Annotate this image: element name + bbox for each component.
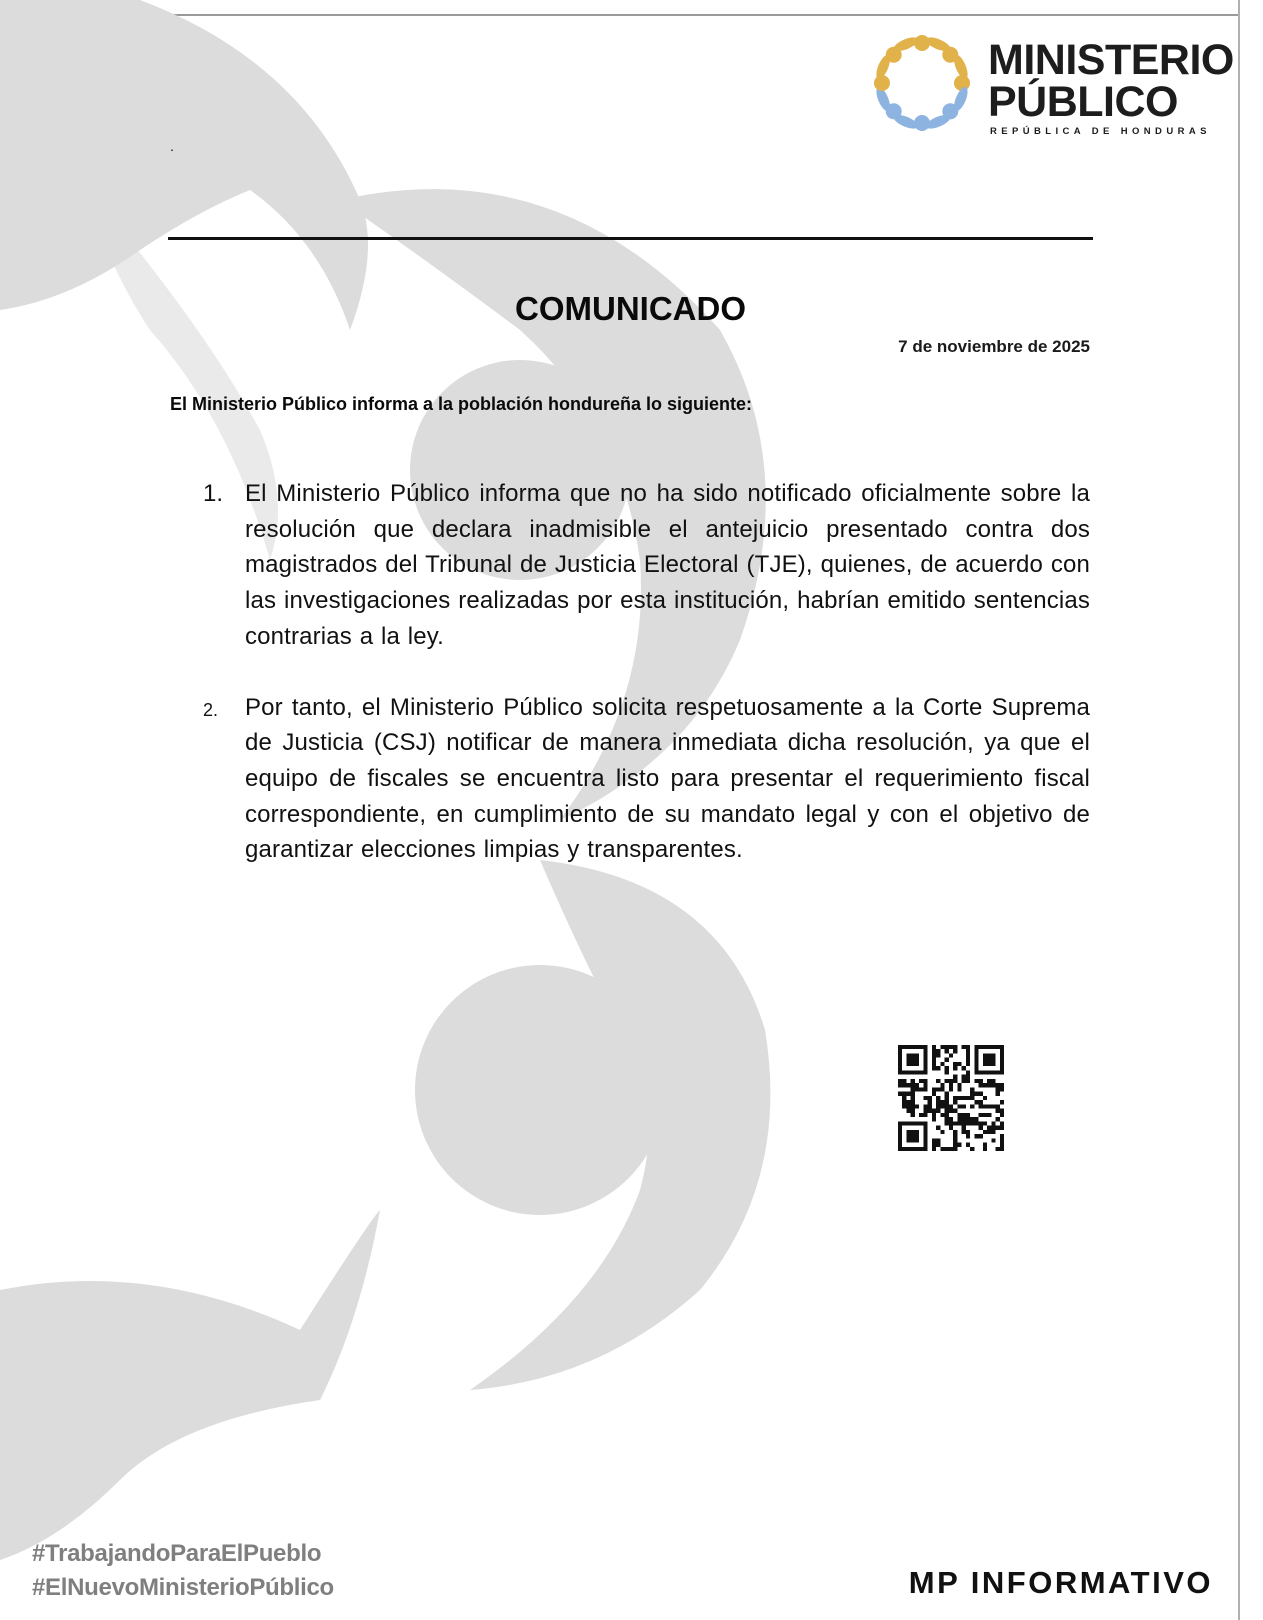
qr-module <box>1000 1121 1004 1125</box>
document-title: COMUNICADO <box>515 290 746 327</box>
qr-module <box>949 1126 953 1130</box>
qr-module <box>932 1058 936 1062</box>
qr-module <box>923 1109 927 1113</box>
qr-module <box>906 1083 910 1087</box>
qr-module <box>974 1100 978 1104</box>
qr-module <box>906 1109 910 1113</box>
list-item <box>203 690 1090 869</box>
qr-module <box>996 1092 1000 1096</box>
qr-module <box>932 1062 936 1066</box>
qr-module <box>996 1087 1000 1091</box>
qr-module <box>936 1109 940 1113</box>
qr-module <box>987 1126 991 1130</box>
logo-title-line1: MINISTERIO <box>988 36 1234 84</box>
qr-module <box>923 1104 927 1108</box>
qr-module <box>928 1100 932 1104</box>
qr-module <box>932 1147 936 1151</box>
qr-module <box>936 1104 940 1108</box>
qr-module <box>932 1109 936 1113</box>
qr-module <box>949 1147 953 1151</box>
qr-module <box>970 1104 974 1108</box>
qr-module <box>949 1087 953 1091</box>
qr-module <box>974 1134 978 1138</box>
qr-module <box>906 1092 910 1096</box>
qr-module <box>911 1109 915 1113</box>
qr-module <box>966 1045 970 1049</box>
qr-module <box>911 1096 915 1100</box>
qr-module <box>983 1143 987 1147</box>
qr-module <box>953 1049 957 1053</box>
document-date: 7 de noviembre de 2025 <box>898 337 1090 356</box>
qr-module <box>932 1117 936 1121</box>
qr-module <box>932 1143 936 1147</box>
qr-module <box>983 1130 987 1134</box>
qr-code-icon[interactable] <box>898 1045 1004 1151</box>
qr-module <box>996 1109 1000 1113</box>
qr-module <box>974 1079 978 1083</box>
qr-module <box>966 1062 970 1066</box>
qr-module <box>953 1147 957 1151</box>
qr-module <box>902 1096 906 1100</box>
ministerio-publico-logo <box>866 26 1234 146</box>
qr-module <box>1000 1126 1004 1130</box>
qr-module <box>902 1092 906 1096</box>
qr-module <box>979 1079 983 1083</box>
qr-module <box>1000 1138 1004 1142</box>
qr-module <box>957 1104 961 1108</box>
qr-module <box>945 1079 949 1083</box>
qr-module <box>911 1092 915 1096</box>
qr-module <box>945 1045 949 1049</box>
hashtag-1: #TrabajandoParaElPueblo <box>32 1540 322 1567</box>
qr-module <box>962 1117 966 1121</box>
qr-module <box>957 1096 961 1100</box>
list-item-text: Por tanto, el Ministerio Público solicita respetuosamente a la Corte Suprema de Justicia (CSJ) notificar de manera inmediata dicha resolución, ya que el equipo de fiscales se encuentra listo para presentar el requerimiento fiscal correspondiente, en cumplimiento de su mandato legal y con el objetivo de garantizar elecciones limpias y transparentes. <box>245 693 1090 864</box>
qr-module <box>987 1113 991 1117</box>
qr-module <box>957 1121 961 1125</box>
qr-module <box>1000 1113 1004 1117</box>
qr-module <box>966 1134 970 1138</box>
qr-module <box>970 1092 974 1096</box>
qr-module <box>911 1079 915 1083</box>
qr-module <box>962 1121 966 1125</box>
qr-module <box>996 1147 1000 1151</box>
qr-module <box>911 1104 915 1108</box>
logo-title-line2: PÚBLICO <box>988 78 1178 126</box>
qr-module <box>953 1138 957 1142</box>
qr-module <box>953 1066 957 1070</box>
qr-module <box>957 1113 961 1117</box>
qr-module <box>962 1045 966 1049</box>
qr-module <box>970 1096 974 1100</box>
qr-module <box>898 1092 902 1096</box>
qr-module <box>957 1143 961 1147</box>
qr-module <box>940 1113 944 1117</box>
qr-module <box>932 1049 936 1053</box>
qr-module <box>987 1079 991 1083</box>
qr-module <box>906 1053 919 1066</box>
qr-module <box>949 1083 953 1087</box>
qr-module <box>945 1100 949 1104</box>
qr-module <box>962 1126 966 1130</box>
qr-module <box>983 1053 996 1066</box>
qr-module <box>915 1083 919 1087</box>
qr-module <box>966 1096 970 1100</box>
qr-module <box>983 1147 987 1151</box>
qr-module <box>949 1079 953 1083</box>
qr-module <box>945 1121 949 1125</box>
qr-module <box>1000 1083 1004 1087</box>
qr-module <box>966 1113 970 1117</box>
qr-module <box>949 1104 953 1108</box>
qr-module <box>974 1121 978 1125</box>
qr-module <box>991 1130 995 1134</box>
list-item-text: El Ministerio Público informa que no ha sido notificado oficialmente sobre la resolución que declara inadmisible el antejuicio presentado contra dos magistrados del Tribunal de Justicia Electoral (TJE), quienes, de acuerdo con las investigaciones realizadas por esta institución, habrían emitido sentencias contrarias a la ley. <box>245 480 1090 650</box>
qr-module <box>1000 1147 1004 1151</box>
qr-module <box>928 1104 932 1108</box>
list-item-number: 2. <box>203 699 219 720</box>
qr-module <box>953 1100 957 1104</box>
qr-module <box>906 1104 910 1108</box>
list-item <box>203 476 1090 655</box>
qr-module <box>1000 1100 1004 1104</box>
qr-module <box>949 1121 953 1125</box>
qr-module <box>923 1079 927 1083</box>
qr-module <box>979 1126 983 1130</box>
qr-module <box>987 1083 991 1087</box>
qr-module <box>940 1104 944 1108</box>
qr-module <box>932 1087 936 1091</box>
qr-module <box>945 1109 949 1113</box>
qr-module <box>957 1087 961 1091</box>
header-divider <box>168 237 1093 240</box>
qr-module <box>953 1079 957 1083</box>
qr-module <box>923 1087 927 1091</box>
qr-module <box>932 1045 936 1049</box>
qr-module <box>945 1113 949 1117</box>
qr-module <box>987 1130 991 1134</box>
qr-module <box>945 1147 949 1151</box>
qr-module <box>911 1083 915 1087</box>
qr-module <box>970 1121 974 1125</box>
qr-module <box>979 1113 983 1117</box>
qr-module <box>979 1134 983 1138</box>
qr-module <box>932 1066 936 1070</box>
qr-module <box>974 1117 978 1121</box>
qr-module <box>940 1083 944 1087</box>
qr-module <box>949 1053 953 1057</box>
qr-module <box>966 1130 970 1134</box>
qr-module <box>962 1104 966 1108</box>
qr-module <box>953 1075 957 1079</box>
qr-module <box>1000 1134 1004 1138</box>
qr-module <box>911 1100 915 1104</box>
qr-module <box>983 1104 987 1108</box>
qr-module <box>953 1121 957 1125</box>
qr-module <box>902 1100 906 1104</box>
qr-module <box>936 1143 940 1147</box>
watermark-head-lower <box>415 965 665 1215</box>
qr-module <box>936 1053 940 1057</box>
qr-module <box>966 1079 970 1083</box>
qr-module <box>1000 1087 1004 1091</box>
qr-module <box>940 1062 944 1066</box>
qr-module <box>906 1100 910 1104</box>
qr-module <box>1000 1109 1004 1113</box>
qr-module <box>932 1138 936 1142</box>
qr-module <box>987 1104 991 1108</box>
qr-module <box>919 1079 923 1083</box>
qr-module <box>936 1126 940 1130</box>
qr-module <box>983 1096 987 1100</box>
document-intro: El Ministerio Público informa a la población hondureña lo siguiente: <box>170 394 753 414</box>
qr-module <box>932 1113 936 1117</box>
qr-module <box>919 1087 923 1091</box>
qr-module <box>928 1109 932 1113</box>
qr-module <box>991 1126 995 1130</box>
qr-module <box>915 1087 919 1091</box>
qr-module <box>991 1138 995 1142</box>
qr-module <box>936 1087 940 1091</box>
qr-module <box>962 1113 966 1117</box>
qr-module <box>962 1096 966 1100</box>
qr-module <box>966 1075 970 1079</box>
qr-module <box>945 1117 949 1121</box>
stray-dot: . <box>170 138 174 154</box>
qr-module <box>902 1104 906 1108</box>
qr-module <box>911 1087 915 1091</box>
qr-module <box>996 1104 1000 1108</box>
qr-module <box>945 1049 949 1053</box>
qr-module <box>953 1143 957 1147</box>
qr-module <box>945 1096 949 1100</box>
qr-module <box>974 1092 978 1096</box>
qr-module <box>953 1130 957 1134</box>
qr-module <box>945 1092 949 1096</box>
qr-module <box>962 1079 966 1083</box>
qr-module <box>962 1075 966 1079</box>
qr-module <box>953 1109 957 1113</box>
qr-module <box>945 1066 949 1070</box>
qr-module <box>923 1113 927 1117</box>
qr-module <box>936 1079 940 1083</box>
qr-module <box>945 1104 949 1108</box>
qr-module <box>953 1096 957 1100</box>
qr-module <box>945 1070 949 1074</box>
qr-module <box>940 1087 944 1091</box>
qr-module <box>996 1126 1000 1130</box>
qr-module <box>949 1109 953 1113</box>
qr-module <box>923 1096 927 1100</box>
qr-module <box>957 1083 961 1087</box>
qr-module <box>991 1121 995 1125</box>
qr-module <box>1000 1143 1004 1147</box>
qr-module <box>966 1143 970 1147</box>
qr-module <box>915 1104 919 1108</box>
qr-module <box>932 1053 936 1057</box>
qr-module <box>898 1083 902 1087</box>
qr-module <box>945 1058 949 1062</box>
qr-module <box>991 1083 995 1087</box>
qr-module <box>983 1121 987 1125</box>
qr-module <box>936 1096 940 1100</box>
qr-module <box>953 1062 957 1066</box>
qr-module <box>983 1083 987 1087</box>
qr-module <box>932 1092 936 1096</box>
qr-module <box>911 1113 915 1117</box>
qr-module <box>966 1058 970 1062</box>
mp-informativo-label: MP INFORMATIVO <box>908 1565 1213 1600</box>
qr-module <box>928 1096 932 1100</box>
qr-module <box>919 1113 923 1117</box>
ministerio-publico-emblem-icon <box>866 26 978 140</box>
list-item-number: 1. <box>203 480 224 507</box>
qr-module <box>966 1117 970 1121</box>
qr-module <box>966 1121 970 1125</box>
qr-module <box>953 1045 957 1049</box>
qr-module <box>936 1100 940 1104</box>
hashtags <box>32 1537 334 1605</box>
qr-module <box>949 1045 953 1049</box>
qr-module <box>949 1117 953 1121</box>
qr-module <box>970 1087 974 1091</box>
qr-module <box>940 1147 944 1151</box>
qr-module <box>898 1079 902 1083</box>
qr-module <box>902 1083 906 1087</box>
qr-module <box>957 1062 961 1066</box>
qr-module <box>940 1100 944 1104</box>
qr-module <box>906 1130 919 1143</box>
numbered-list <box>203 476 1090 903</box>
qr-module <box>996 1083 1000 1087</box>
qr-module <box>936 1138 940 1142</box>
qr-module <box>966 1070 970 1074</box>
qr-module <box>940 1045 944 1049</box>
qr-module <box>970 1147 974 1151</box>
qr-module <box>979 1092 983 1096</box>
qr-module <box>979 1104 983 1108</box>
qr-module <box>936 1066 940 1070</box>
qr-module <box>902 1079 906 1083</box>
qr-module <box>979 1083 983 1087</box>
qr-module <box>979 1121 983 1125</box>
hashtag-2: #ElNuevoMinisterioPúblico <box>32 1574 334 1601</box>
qr-module <box>996 1117 1000 1121</box>
qr-module <box>940 1130 944 1134</box>
qr-module <box>983 1113 987 1117</box>
qr-module <box>970 1117 974 1121</box>
qr-module <box>936 1049 940 1053</box>
qr-module <box>966 1049 970 1053</box>
qr-module <box>979 1100 983 1104</box>
qr-module <box>923 1083 927 1087</box>
qr-module <box>957 1117 961 1121</box>
logo-subtitle: REPÚBLICA DE HONDURAS <box>990 126 1211 137</box>
qr-module <box>991 1079 995 1083</box>
qr-module <box>991 1104 995 1108</box>
qr-module <box>962 1066 966 1070</box>
qr-module <box>966 1053 970 1057</box>
qr-module <box>953 1134 957 1138</box>
qr-module <box>962 1130 966 1134</box>
